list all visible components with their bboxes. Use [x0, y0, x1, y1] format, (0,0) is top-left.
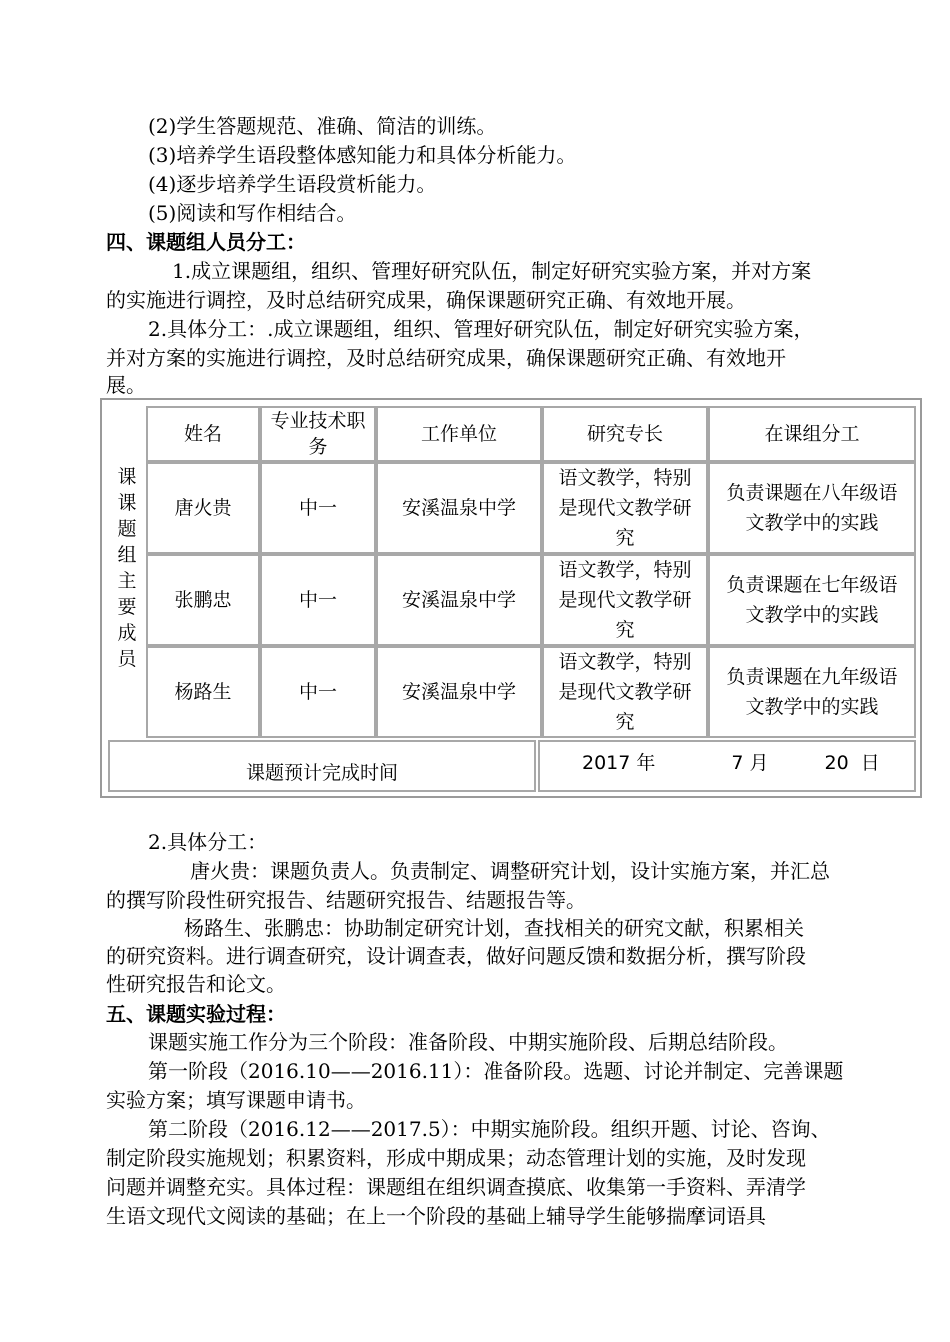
- specialty-line: 语文教学，特别: [558, 559, 692, 581]
- paragraph-line: 2.具体分工：.成立课题组，组织、管理好研究队伍，制定好研究实验方案，: [148, 317, 814, 341]
- paragraph-line: 课题实施工作分为三个阶段：准备阶段、中期实施阶段、后期总结阶段。: [148, 1030, 788, 1054]
- paragraph-line: 问题并调整充实。具体过程：课题组在组织调查摸底、收集第一手资料、弄清学: [106, 1175, 806, 1199]
- paragraph-line: 制定阶段实施规划；积累资料，形成中期成果；动态管理计划的实施，及时发现: [106, 1146, 806, 1170]
- member-role: [708, 646, 916, 738]
- header-specialty: 研究专长: [542, 406, 708, 462]
- specialty-line: 语文教学，特别: [558, 651, 692, 673]
- specialty-line: 语文教学，特别: [558, 467, 692, 489]
- member-name: 张鹏忠: [146, 554, 260, 646]
- member-specialty: [542, 554, 708, 646]
- side-label-char: 课: [117, 492, 137, 514]
- section-heading: 五、课题实验过程：: [106, 1002, 286, 1026]
- member-role: [708, 462, 916, 554]
- paragraph-line: 并对方案的实施进行调控，及时总结研究成果，确保课题研究正确、有效地开: [106, 346, 786, 370]
- paragraph-line: 展。: [106, 373, 146, 397]
- completion-day: 20 日: [824, 752, 880, 774]
- side-label: [108, 406, 146, 730]
- completion-year: 2017 年: [582, 752, 656, 774]
- paragraph-line: 的研究资料。进行调查研究，设计调查表，做好问题反馈和数据分析，撰写阶段: [106, 944, 806, 968]
- specialty-line: 究: [615, 527, 635, 549]
- paragraph-line: 1.成立课题组，组织、管理好研究队伍，制定好研究实验方案，并对方案: [172, 259, 812, 283]
- paragraph-line: 的撰写阶段性研究报告、结题研究报告、结题报告等。: [106, 888, 586, 912]
- completion-time-label: 课题预计完成时间: [108, 740, 536, 792]
- side-label-char: 员: [117, 648, 137, 670]
- paragraph-line: 生语文现代文阅读的基础；在上一个阶段的基础上辅导学生能够揣摩词语具: [106, 1204, 766, 1228]
- role-line: 负责课题在九年级语: [726, 666, 898, 688]
- member-unit: 安溪温泉中学: [376, 554, 542, 646]
- member-title: 中一: [260, 646, 376, 738]
- list-item: (4)逐步培养学生语段赏析能力。: [148, 172, 437, 196]
- header-title: [260, 406, 376, 462]
- member-title: 中一: [260, 462, 376, 554]
- paragraph-line: 第二阶段（2016.12——2017.5）：中期实施阶段。组织开题、讨论、咨询、: [148, 1117, 831, 1141]
- paragraph-line: 性研究报告和论文。: [106, 972, 286, 996]
- member-title: 中一: [260, 554, 376, 646]
- paragraph-line: 第一阶段（2016.10——2016.11）：准备阶段。选题、讨论并制定、完善课题: [148, 1059, 844, 1083]
- side-label-char: 组: [117, 544, 137, 566]
- header-title-line: 专业技术职: [270, 410, 366, 432]
- completion-month: 7 月: [731, 752, 769, 774]
- header-role: 在课组分工: [708, 406, 916, 462]
- specialty-line: 是现代文教学研: [558, 589, 692, 611]
- list-item: (2)学生答题规范、准确、简洁的训练。: [148, 114, 497, 138]
- side-label-char: 成: [117, 622, 137, 644]
- member-specialty: [542, 462, 708, 554]
- role-line: 文教学中的实践: [745, 604, 879, 626]
- side-label-char: 要: [117, 596, 137, 618]
- member-name: 唐火贵: [146, 462, 260, 554]
- specialty-line: 是现代文教学研: [558, 681, 692, 703]
- member-role: [708, 554, 916, 646]
- role-line: 负责课题在七年级语: [726, 574, 898, 596]
- role-line: 文教学中的实践: [745, 696, 879, 718]
- specialty-line: 究: [615, 711, 635, 733]
- specialty-line: 是现代文教学研: [558, 497, 692, 519]
- header-unit: 工作单位: [376, 406, 542, 462]
- paragraph-line: 唐火贵：课题负责人。负责制定、调整研究计划，设计实施方案，并汇总: [190, 859, 830, 883]
- specialty-line: 究: [615, 619, 635, 641]
- completion-date: [538, 740, 916, 792]
- list-item: (3)培养学生语段整体感知能力和具体分析能力。: [148, 143, 577, 167]
- side-label-char: 主: [117, 570, 137, 592]
- paragraph-line: 的实施进行调控，及时总结研究成果，确保课题研究正确、有效地开展。: [106, 288, 746, 312]
- paragraph-line: 杨路生、张鹏忠：协助制定研究计划，查找相关的研究文献，积累相关: [184, 916, 804, 940]
- side-label-char: 课: [117, 466, 137, 488]
- member-table: [100, 398, 922, 798]
- section-heading: 四、课题组人员分工：: [106, 230, 306, 254]
- subsection-heading: 2.具体分工：: [148, 830, 268, 854]
- header-title-line: 务: [308, 436, 328, 458]
- list-item: (5)阅读和写作相结合。: [148, 201, 357, 225]
- member-name: 杨路生: [146, 646, 260, 738]
- member-unit: 安溪温泉中学: [376, 462, 542, 554]
- member-unit: 安溪温泉中学: [376, 646, 542, 738]
- role-line: 文教学中的实践: [745, 512, 879, 534]
- role-line: 负责课题在八年级语: [726, 482, 898, 504]
- side-label-char: 题: [117, 518, 137, 540]
- member-specialty: [542, 646, 708, 738]
- header-name: 姓名: [146, 406, 260, 462]
- paragraph-line: 实验方案；填写课题申请书。: [106, 1088, 366, 1112]
